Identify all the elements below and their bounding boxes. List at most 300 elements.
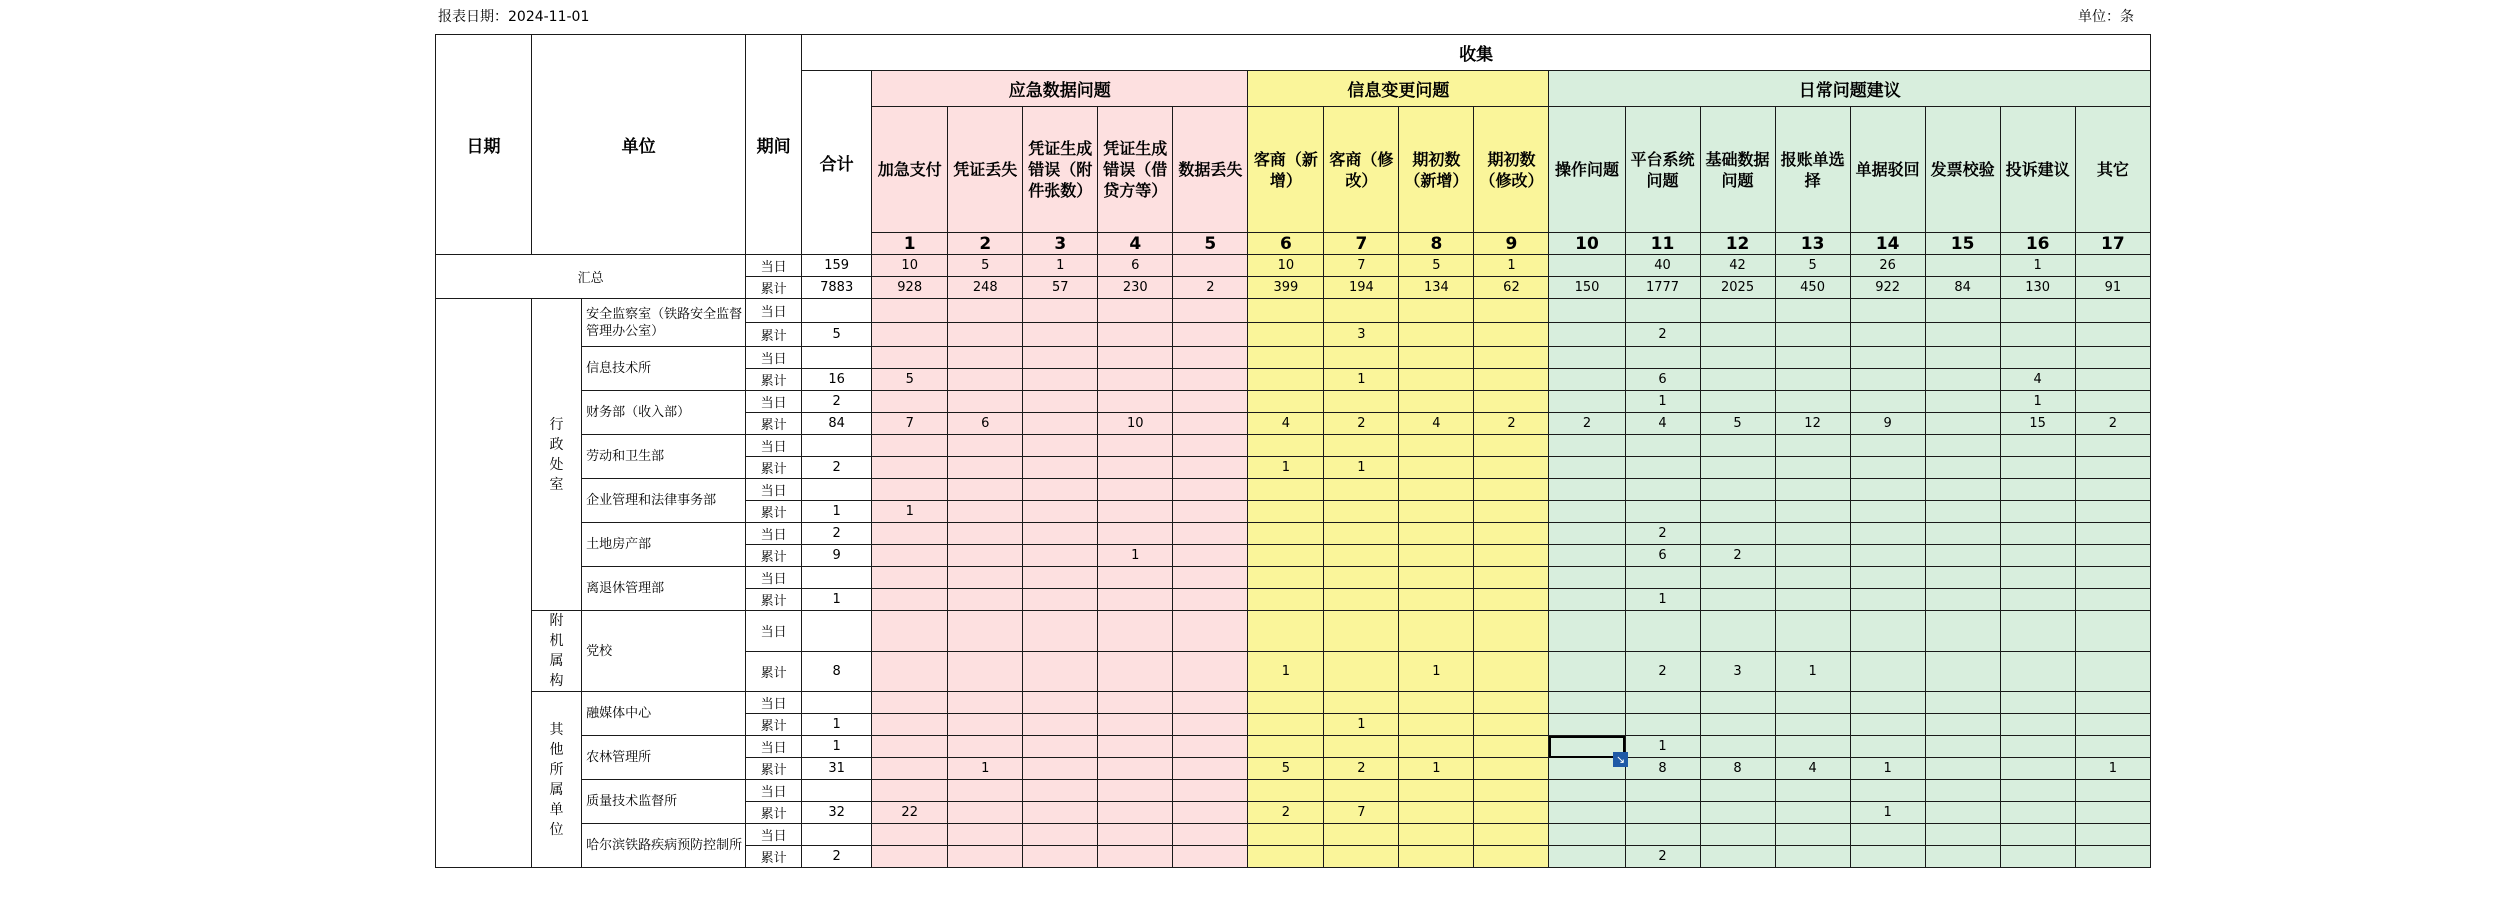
- total-cell[interactable]: 2: [802, 846, 872, 868]
- data-cell[interactable]: 1: [2000, 255, 2075, 277]
- data-cell[interactable]: [1925, 824, 2000, 846]
- data-cell[interactable]: [1549, 457, 1625, 479]
- data-cell[interactable]: [1474, 369, 1549, 391]
- data-cell[interactable]: [1098, 824, 1173, 846]
- data-cell[interactable]: [1399, 523, 1474, 545]
- data-cell[interactable]: [1173, 780, 1248, 802]
- data-cell[interactable]: [1925, 846, 2000, 868]
- data-cell[interactable]: [1850, 846, 1925, 868]
- data-cell[interactable]: [1700, 736, 1775, 758]
- data-cell[interactable]: 450: [1775, 277, 1850, 299]
- data-cell[interactable]: [948, 846, 1023, 868]
- data-cell[interactable]: [1474, 824, 1549, 846]
- data-cell[interactable]: [1023, 369, 1098, 391]
- data-cell[interactable]: 3: [1324, 323, 1399, 347]
- data-cell[interactable]: [1098, 369, 1173, 391]
- data-cell[interactable]: [1850, 780, 1925, 802]
- data-cell[interactable]: [1700, 567, 1775, 589]
- data-cell[interactable]: [1173, 479, 1248, 501]
- data-cell[interactable]: [1248, 369, 1324, 391]
- data-cell[interactable]: [1023, 479, 1098, 501]
- data-cell[interactable]: [1248, 523, 1324, 545]
- data-cell[interactable]: [1700, 391, 1775, 413]
- data-cell[interactable]: [872, 736, 948, 758]
- data-cell[interactable]: [1625, 611, 1700, 652]
- data-cell[interactable]: [1474, 846, 1549, 868]
- data-cell[interactable]: [1248, 299, 1324, 323]
- data-cell[interactable]: [1023, 589, 1098, 611]
- data-cell[interactable]: [1925, 347, 2000, 369]
- data-cell[interactable]: [1098, 780, 1173, 802]
- total-cell[interactable]: 9: [802, 545, 872, 567]
- data-cell[interactable]: [872, 323, 948, 347]
- data-cell[interactable]: [2000, 545, 2075, 567]
- data-cell[interactable]: [1700, 323, 1775, 347]
- data-cell[interactable]: [1925, 479, 2000, 501]
- data-cell[interactable]: [2000, 651, 2075, 692]
- data-cell[interactable]: [1474, 758, 1549, 780]
- data-cell[interactable]: [1399, 589, 1474, 611]
- data-cell[interactable]: [1023, 567, 1098, 589]
- data-cell[interactable]: [1399, 714, 1474, 736]
- total-cell[interactable]: [802, 435, 872, 457]
- data-cell[interactable]: [1173, 651, 1248, 692]
- total-cell[interactable]: [802, 780, 872, 802]
- data-cell[interactable]: 1777: [1625, 277, 1700, 299]
- data-cell[interactable]: [872, 692, 948, 714]
- total-cell[interactable]: [802, 611, 872, 652]
- data-cell[interactable]: [1248, 391, 1324, 413]
- data-cell[interactable]: [1399, 369, 1474, 391]
- data-cell[interactable]: [1549, 391, 1625, 413]
- data-cell[interactable]: 1: [872, 501, 948, 523]
- data-cell[interactable]: [1023, 523, 1098, 545]
- data-cell[interactable]: [2075, 824, 2150, 846]
- data-cell[interactable]: [2000, 457, 2075, 479]
- data-cell[interactable]: [1474, 299, 1549, 323]
- data-cell[interactable]: [2075, 457, 2150, 479]
- data-cell[interactable]: [1098, 567, 1173, 589]
- data-cell[interactable]: [2000, 714, 2075, 736]
- data-cell[interactable]: [2000, 692, 2075, 714]
- data-cell[interactable]: [948, 369, 1023, 391]
- data-cell[interactable]: 12: [1775, 413, 1850, 435]
- data-cell[interactable]: [1173, 369, 1248, 391]
- data-cell[interactable]: [948, 501, 1023, 523]
- data-cell[interactable]: [1850, 611, 1925, 652]
- data-cell[interactable]: [948, 736, 1023, 758]
- data-cell[interactable]: 1: [1324, 714, 1399, 736]
- data-cell[interactable]: [1173, 323, 1248, 347]
- data-cell[interactable]: [1324, 846, 1399, 868]
- data-cell[interactable]: 922: [1850, 277, 1925, 299]
- data-cell[interactable]: [1850, 347, 1925, 369]
- data-cell[interactable]: 928: [872, 277, 948, 299]
- data-cell[interactable]: [2075, 611, 2150, 652]
- data-cell[interactable]: [1775, 736, 1850, 758]
- data-cell[interactable]: [1324, 479, 1399, 501]
- data-cell[interactable]: [1850, 501, 1925, 523]
- data-cell[interactable]: [872, 589, 948, 611]
- data-cell[interactable]: 2: [1625, 846, 1700, 868]
- data-cell[interactable]: [1625, 299, 1700, 323]
- data-cell[interactable]: [948, 323, 1023, 347]
- data-cell[interactable]: 1: [1324, 457, 1399, 479]
- data-cell[interactable]: [948, 479, 1023, 501]
- data-cell[interactable]: [2075, 846, 2150, 868]
- data-cell[interactable]: [1173, 692, 1248, 714]
- data-cell[interactable]: 2: [1173, 277, 1248, 299]
- data-cell[interactable]: [1324, 501, 1399, 523]
- data-cell[interactable]: [2075, 255, 2150, 277]
- data-cell[interactable]: [1700, 347, 1775, 369]
- data-cell[interactable]: [1399, 457, 1474, 479]
- data-cell[interactable]: [1775, 523, 1850, 545]
- data-cell[interactable]: [1775, 714, 1850, 736]
- data-cell[interactable]: [1850, 479, 1925, 501]
- data-cell[interactable]: [2000, 824, 2075, 846]
- data-cell[interactable]: [948, 523, 1023, 545]
- data-cell[interactable]: [1925, 545, 2000, 567]
- data-cell[interactable]: [1549, 824, 1625, 846]
- data-cell[interactable]: [1474, 611, 1549, 652]
- data-cell[interactable]: 1: [1850, 802, 1925, 824]
- data-cell[interactable]: [1474, 736, 1549, 758]
- data-cell[interactable]: [1850, 523, 1925, 545]
- data-cell[interactable]: 2: [1324, 758, 1399, 780]
- data-cell[interactable]: [1173, 714, 1248, 736]
- data-cell[interactable]: 194: [1324, 277, 1399, 299]
- data-cell[interactable]: [1248, 323, 1324, 347]
- data-cell[interactable]: 7: [1324, 255, 1399, 277]
- data-cell[interactable]: [1850, 457, 1925, 479]
- data-cell[interactable]: 1: [2075, 758, 2150, 780]
- data-cell[interactable]: [1625, 802, 1700, 824]
- data-cell[interactable]: 1: [1248, 651, 1324, 692]
- data-cell[interactable]: [1549, 255, 1625, 277]
- data-cell[interactable]: [1173, 846, 1248, 868]
- data-cell[interactable]: [948, 802, 1023, 824]
- total-cell[interactable]: [802, 824, 872, 846]
- data-cell[interactable]: [872, 567, 948, 589]
- data-cell[interactable]: [1625, 824, 1700, 846]
- data-cell[interactable]: [1399, 824, 1474, 846]
- data-cell[interactable]: [1399, 479, 1474, 501]
- data-cell[interactable]: [1399, 501, 1474, 523]
- data-cell[interactable]: [1850, 651, 1925, 692]
- data-cell[interactable]: [1324, 589, 1399, 611]
- data-cell[interactable]: [2075, 347, 2150, 369]
- total-cell[interactable]: 2: [802, 391, 872, 413]
- data-cell[interactable]: [1173, 501, 1248, 523]
- data-cell[interactable]: [1549, 802, 1625, 824]
- data-cell[interactable]: [1775, 802, 1850, 824]
- data-cell[interactable]: [1925, 802, 2000, 824]
- data-cell[interactable]: [1850, 824, 1925, 846]
- data-cell[interactable]: [2075, 692, 2150, 714]
- data-cell[interactable]: [872, 391, 948, 413]
- data-cell[interactable]: [1248, 545, 1324, 567]
- total-cell[interactable]: 1: [802, 736, 872, 758]
- data-cell[interactable]: 1: [948, 758, 1023, 780]
- data-cell[interactable]: [2075, 780, 2150, 802]
- data-cell[interactable]: [1700, 692, 1775, 714]
- data-cell[interactable]: 10: [1248, 255, 1324, 277]
- data-cell[interactable]: [1248, 714, 1324, 736]
- data-cell[interactable]: [1324, 347, 1399, 369]
- data-cell[interactable]: [872, 651, 948, 692]
- data-cell[interactable]: [1549, 589, 1625, 611]
- data-cell[interactable]: [1549, 347, 1625, 369]
- data-cell[interactable]: [1474, 545, 1549, 567]
- data-cell[interactable]: [1248, 780, 1324, 802]
- data-cell[interactable]: 1: [1775, 651, 1850, 692]
- data-cell[interactable]: [872, 780, 948, 802]
- data-cell[interactable]: [2000, 435, 2075, 457]
- data-cell[interactable]: [1775, 589, 1850, 611]
- data-cell[interactable]: [1399, 802, 1474, 824]
- data-cell[interactable]: 10: [1098, 413, 1173, 435]
- data-cell[interactable]: [1324, 545, 1399, 567]
- data-cell[interactable]: [1549, 479, 1625, 501]
- data-cell[interactable]: [1098, 758, 1173, 780]
- data-cell[interactable]: [1324, 651, 1399, 692]
- data-cell[interactable]: 3: [1700, 651, 1775, 692]
- data-cell[interactable]: [2000, 758, 2075, 780]
- data-cell[interactable]: [1248, 692, 1324, 714]
- data-cell[interactable]: 2025: [1700, 277, 1775, 299]
- data-cell[interactable]: [1925, 692, 2000, 714]
- data-cell[interactable]: [1474, 802, 1549, 824]
- data-cell[interactable]: [1023, 802, 1098, 824]
- data-cell[interactable]: [1023, 413, 1098, 435]
- data-cell[interactable]: [1023, 736, 1098, 758]
- total-cell[interactable]: [802, 567, 872, 589]
- data-cell[interactable]: [1173, 523, 1248, 545]
- data-cell[interactable]: [872, 611, 948, 652]
- data-cell[interactable]: [1023, 611, 1098, 652]
- data-cell[interactable]: [1324, 736, 1399, 758]
- data-cell[interactable]: [1775, 347, 1850, 369]
- data-cell[interactable]: [1925, 523, 2000, 545]
- data-cell[interactable]: [948, 824, 1023, 846]
- data-cell[interactable]: [1925, 611, 2000, 652]
- data-cell[interactable]: [1925, 391, 2000, 413]
- data-cell[interactable]: [1775, 457, 1850, 479]
- data-cell[interactable]: [1549, 435, 1625, 457]
- data-cell[interactable]: [1775, 567, 1850, 589]
- data-cell[interactable]: 6: [1625, 545, 1700, 567]
- data-cell[interactable]: [1173, 347, 1248, 369]
- data-cell[interactable]: [1925, 501, 2000, 523]
- data-cell[interactable]: [2075, 545, 2150, 567]
- data-cell[interactable]: [1248, 501, 1324, 523]
- data-cell[interactable]: [1023, 299, 1098, 323]
- data-cell[interactable]: [1925, 323, 2000, 347]
- data-cell[interactable]: [1775, 299, 1850, 323]
- data-cell[interactable]: [1248, 824, 1324, 846]
- data-cell[interactable]: [1549, 545, 1625, 567]
- data-cell[interactable]: [1399, 545, 1474, 567]
- data-cell[interactable]: 7: [1324, 802, 1399, 824]
- data-cell[interactable]: [1023, 323, 1098, 347]
- data-cell[interactable]: 1: [1248, 457, 1324, 479]
- data-cell[interactable]: [1324, 780, 1399, 802]
- data-cell[interactable]: [2075, 802, 2150, 824]
- data-cell[interactable]: [1248, 589, 1324, 611]
- total-cell[interactable]: 1: [802, 714, 872, 736]
- data-cell[interactable]: 84: [1925, 277, 2000, 299]
- data-cell[interactable]: [1098, 391, 1173, 413]
- data-cell[interactable]: [1925, 435, 2000, 457]
- data-cell[interactable]: [1324, 299, 1399, 323]
- data-cell[interactable]: 5: [948, 255, 1023, 277]
- data-cell[interactable]: 22: [872, 802, 948, 824]
- data-cell[interactable]: [1775, 611, 1850, 652]
- data-cell[interactable]: [1775, 479, 1850, 501]
- data-cell[interactable]: 6: [1098, 255, 1173, 277]
- data-cell[interactable]: [1625, 714, 1700, 736]
- data-cell[interactable]: [1173, 736, 1248, 758]
- data-cell[interactable]: 5: [1248, 758, 1324, 780]
- data-cell[interactable]: [1023, 714, 1098, 736]
- data-cell[interactable]: [1625, 501, 1700, 523]
- data-cell[interactable]: [1098, 323, 1173, 347]
- data-cell[interactable]: 1: [1399, 758, 1474, 780]
- data-cell[interactable]: [1173, 391, 1248, 413]
- data-cell[interactable]: 62: [1474, 277, 1549, 299]
- data-cell[interactable]: [872, 479, 948, 501]
- data-cell[interactable]: [1023, 758, 1098, 780]
- data-cell[interactable]: [1925, 413, 2000, 435]
- data-cell[interactable]: [1850, 435, 1925, 457]
- data-cell[interactable]: [872, 523, 948, 545]
- data-cell[interactable]: [948, 457, 1023, 479]
- data-cell[interactable]: [1700, 846, 1775, 868]
- data-cell[interactable]: [2000, 780, 2075, 802]
- data-cell[interactable]: 9: [1850, 413, 1925, 435]
- data-cell[interactable]: 2: [1625, 323, 1700, 347]
- data-cell[interactable]: [1700, 523, 1775, 545]
- total-cell[interactable]: [802, 692, 872, 714]
- data-cell[interactable]: [1549, 780, 1625, 802]
- data-cell[interactable]: [948, 347, 1023, 369]
- data-cell[interactable]: [1549, 523, 1625, 545]
- data-cell[interactable]: [1248, 846, 1324, 868]
- data-cell[interactable]: [1023, 501, 1098, 523]
- data-cell[interactable]: [1173, 824, 1248, 846]
- data-cell[interactable]: [1173, 435, 1248, 457]
- data-cell[interactable]: [1324, 523, 1399, 545]
- data-cell[interactable]: [1925, 255, 2000, 277]
- data-cell[interactable]: [1173, 611, 1248, 652]
- data-cell[interactable]: 8: [1700, 758, 1775, 780]
- data-cell[interactable]: [1324, 567, 1399, 589]
- data-cell[interactable]: [1549, 692, 1625, 714]
- data-cell[interactable]: [2075, 714, 2150, 736]
- data-cell[interactable]: [1474, 323, 1549, 347]
- data-cell[interactable]: [2000, 323, 2075, 347]
- data-cell[interactable]: [1098, 523, 1173, 545]
- data-cell[interactable]: 150: [1549, 277, 1625, 299]
- data-cell[interactable]: 6: [948, 413, 1023, 435]
- data-cell[interactable]: [1700, 369, 1775, 391]
- data-cell[interactable]: 399: [1248, 277, 1324, 299]
- data-cell[interactable]: 1: [1625, 736, 1700, 758]
- data-cell[interactable]: [1775, 501, 1850, 523]
- data-cell[interactable]: [1098, 846, 1173, 868]
- data-cell[interactable]: [1775, 780, 1850, 802]
- data-cell[interactable]: 2: [1625, 651, 1700, 692]
- data-cell[interactable]: 8: [1625, 758, 1700, 780]
- data-cell[interactable]: [1023, 692, 1098, 714]
- data-cell[interactable]: [1474, 347, 1549, 369]
- data-cell[interactable]: [2075, 501, 2150, 523]
- data-cell[interactable]: 40: [1625, 255, 1700, 277]
- data-cell[interactable]: 248: [948, 277, 1023, 299]
- total-cell[interactable]: 5: [802, 323, 872, 347]
- data-cell[interactable]: [1173, 457, 1248, 479]
- data-cell[interactable]: [1173, 758, 1248, 780]
- data-cell[interactable]: [1925, 651, 2000, 692]
- data-cell[interactable]: 5: [1700, 413, 1775, 435]
- data-cell[interactable]: [2075, 369, 2150, 391]
- data-cell[interactable]: [2075, 651, 2150, 692]
- data-cell[interactable]: 130: [2000, 277, 2075, 299]
- data-cell[interactable]: [1173, 299, 1248, 323]
- data-cell[interactable]: [1474, 479, 1549, 501]
- data-cell[interactable]: [1399, 323, 1474, 347]
- data-cell[interactable]: 4: [1625, 413, 1700, 435]
- data-cell[interactable]: 2: [2075, 413, 2150, 435]
- data-cell[interactable]: [1700, 299, 1775, 323]
- data-cell[interactable]: [1474, 780, 1549, 802]
- data-cell[interactable]: [1700, 611, 1775, 652]
- data-cell[interactable]: [1173, 413, 1248, 435]
- data-cell[interactable]: [872, 846, 948, 868]
- data-cell[interactable]: [1248, 611, 1324, 652]
- data-cell[interactable]: [948, 567, 1023, 589]
- data-cell[interactable]: [1850, 545, 1925, 567]
- data-cell[interactable]: [1850, 692, 1925, 714]
- data-cell[interactable]: [2000, 589, 2075, 611]
- data-cell[interactable]: 4: [1248, 413, 1324, 435]
- data-cell[interactable]: [1324, 391, 1399, 413]
- data-cell[interactable]: [1248, 347, 1324, 369]
- total-cell[interactable]: 1: [802, 589, 872, 611]
- data-cell[interactable]: [1700, 802, 1775, 824]
- data-cell[interactable]: [1474, 589, 1549, 611]
- data-cell[interactable]: [1474, 651, 1549, 692]
- data-cell[interactable]: [1248, 435, 1324, 457]
- data-cell[interactable]: [1399, 692, 1474, 714]
- data-cell[interactable]: [1023, 651, 1098, 692]
- data-cell[interactable]: [1549, 651, 1625, 692]
- data-cell[interactable]: 2: [1625, 523, 1700, 545]
- data-cell[interactable]: [1549, 611, 1625, 652]
- data-cell[interactable]: [1625, 479, 1700, 501]
- data-cell[interactable]: 4: [1775, 758, 1850, 780]
- data-cell[interactable]: [1474, 501, 1549, 523]
- total-cell[interactable]: 31: [802, 758, 872, 780]
- data-cell[interactable]: [2075, 479, 2150, 501]
- data-cell[interactable]: [948, 435, 1023, 457]
- data-cell[interactable]: 1: [1625, 391, 1700, 413]
- data-cell[interactable]: [1925, 457, 2000, 479]
- data-cell[interactable]: [1775, 435, 1850, 457]
- data-cell[interactable]: 2: [1324, 413, 1399, 435]
- total-cell[interactable]: 159: [802, 255, 872, 277]
